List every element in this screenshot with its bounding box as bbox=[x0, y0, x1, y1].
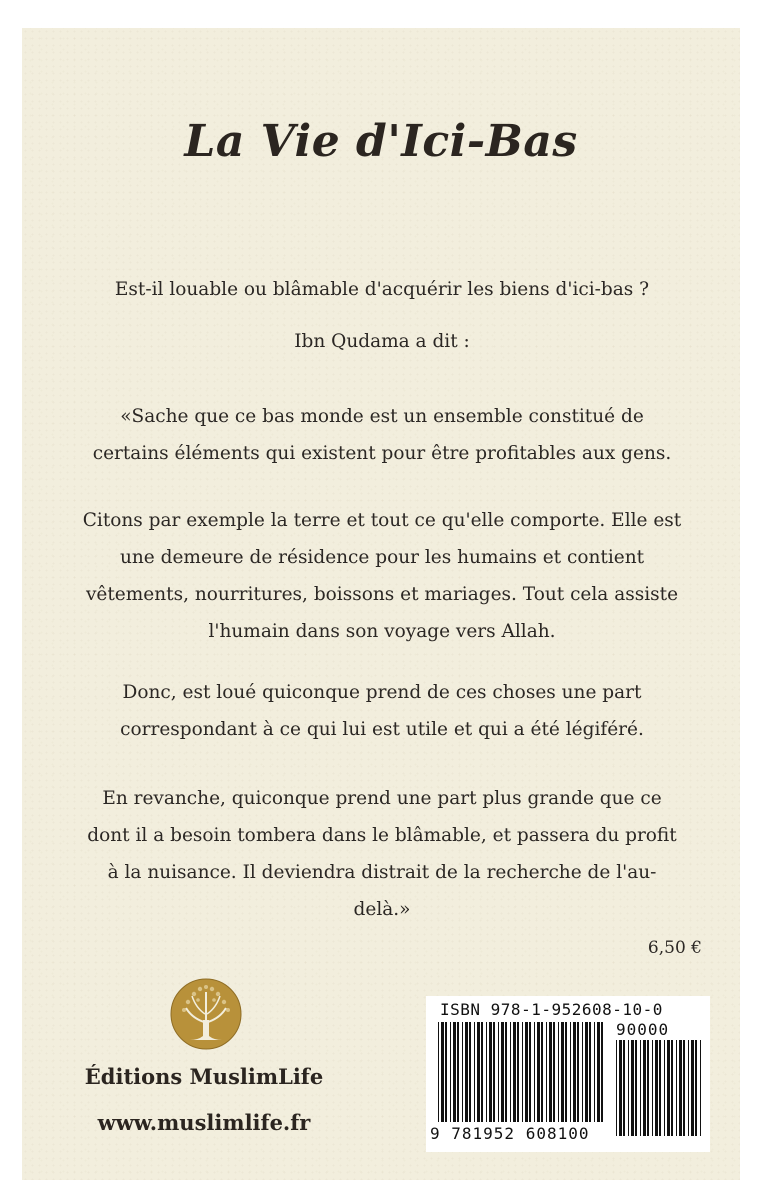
publisher-website: www.muslimlife.fr bbox=[97, 1110, 311, 1135]
isbn-barcode bbox=[426, 996, 710, 1152]
golden-tree-icon bbox=[170, 978, 242, 1050]
price-addon-code: 90000 bbox=[616, 1020, 670, 1039]
quote-paragraph-4: En revanche, quiconque prend une part plus grande que ce dont il a besoin tombera dans le blâmable, et passera du profit à la nuisance. Il deviendra distrait de la recherche de l'au-delà.» bbox=[87, 788, 677, 920]
quote-paragraph-2: Citons par exemple la terre et tout ce qu'elle comporte. Elle est une demeure de résidence pour les humains et contient vêtements, nourritures, boissons et mariages. Tout cela assiste l'humain dans son voyage vers Allah. bbox=[82, 510, 682, 642]
book-title: La Vie d'Ici-Bas bbox=[184, 116, 578, 167]
quote-paragraph-3: Donc, est loué quiconque prend de ces choses une part correspondant à ce qui lui est utile et qui a été légiféré. bbox=[120, 682, 644, 740]
ean-digits: 9 781952 608100 bbox=[430, 1124, 590, 1143]
isbn-number: ISBN 978-1-952608-10-0 bbox=[440, 1000, 663, 1019]
book-back-cover bbox=[22, 28, 740, 1180]
price-label: 6,50 € bbox=[647, 938, 702, 958]
quote-paragraph-1: «Sache que ce bas monde est un ensemble constitué de certains éléments qui existent pour être profitables aux gens. bbox=[92, 406, 672, 464]
attribution-line: Ibn Qudama a dit : bbox=[294, 331, 470, 352]
publisher-name: Éditions MuslimLife bbox=[84, 1064, 324, 1089]
intro-question: Est-il louable ou blâmable d'acquérir les biens d'ici-bas ? bbox=[114, 279, 650, 300]
